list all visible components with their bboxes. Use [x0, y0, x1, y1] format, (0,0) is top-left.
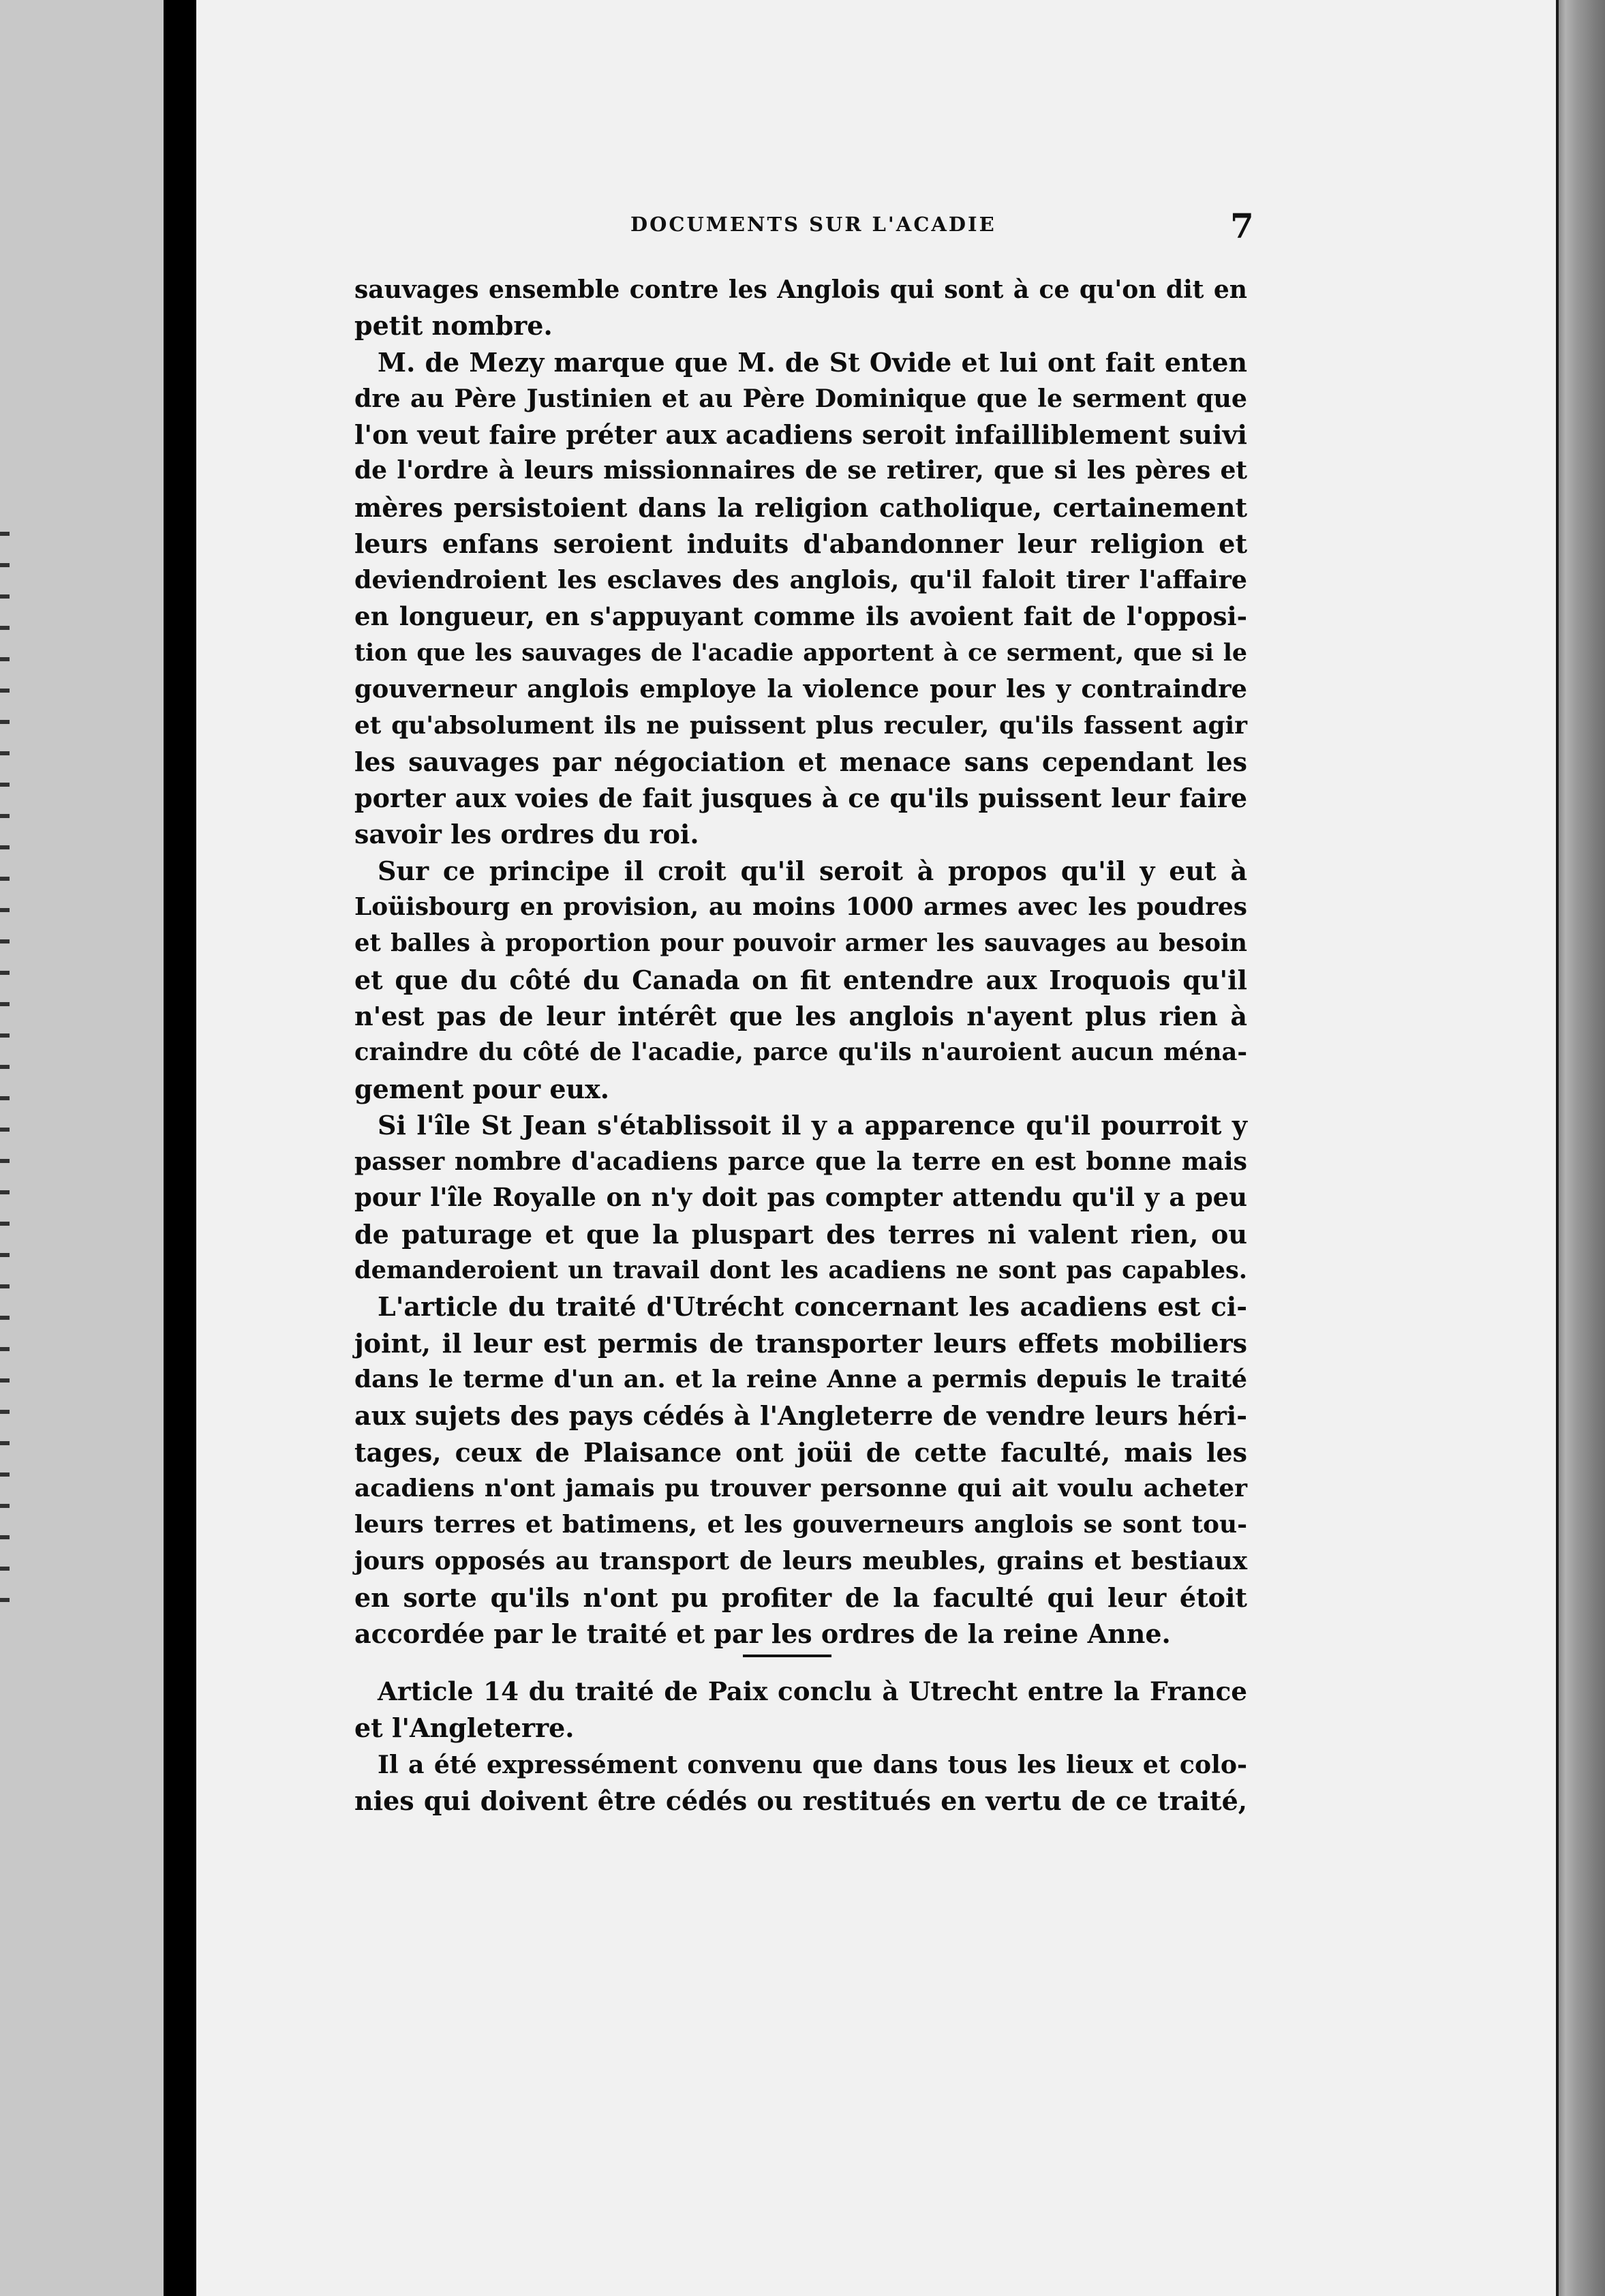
- text-line: leurs terres et batimens, et les gouverneurs anglois se sont tou-: [354, 1510, 1247, 1539]
- text-line: et que du côté du Canada on fit entendre aux Iroquois qu'il: [354, 964, 1247, 995]
- text-line: en sorte qu'ils n'ont pu profiter de la faculté qui leur étoit: [354, 1582, 1247, 1613]
- text-line: et qu'absolument ils ne puissent plus reculer, qu'ils fassent agir: [354, 710, 1247, 740]
- page-number: 7: [1230, 206, 1254, 246]
- text-line: Loüisbourg en provision, au moins 1000 armes avec les poudres: [354, 892, 1247, 922]
- scan-left-background: [0, 0, 164, 2296]
- text-line: tion que les sauvages de l'acadie apportent à ce serment, que si le: [354, 638, 1247, 667]
- text-line: Il a été expressément convenu que dans tous les lieux et colo-: [378, 1749, 1247, 1779]
- text-line: L'article du traité d'Utrécht concernant les acadiens est ci-: [378, 1291, 1247, 1323]
- text-line: nies qui doivent être cédés ou restitués en vertu de ce traité,: [354, 1785, 1247, 1816]
- text-line: l'on veut faire préter aux acadiens seroit infailliblement suivi: [354, 419, 1247, 451]
- section-separator-rule: [743, 1655, 831, 1657]
- text-line: tages, ceux de Plaisance ont joüi de cette faculté, mais les: [354, 1436, 1247, 1468]
- text-line: deviendroient les esclaves des anglois, qu'il faloit tirer l'affaire: [354, 565, 1247, 595]
- text-line: joint, il leur est permis de transporter leurs effets mobiliers: [354, 1327, 1247, 1359]
- text-line: porter aux voies de fait jusques à ce qu'ils puissent leur faire: [354, 783, 1247, 814]
- text-line: pour l'île Royalle on n'y doit pas compter attendu qu'il y a peu: [354, 1182, 1247, 1213]
- text-line: demanderoient un travail dont les acadiens ne sont pas capables.: [354, 1256, 1247, 1285]
- text-line: accordée par le traité et par les ordres de la reine Anne.: [354, 1618, 1171, 1649]
- text-line: et balles à proportion pour pouvoir armer les sauvages au besoin: [354, 929, 1247, 958]
- scan-left-edge-marks: [0, 532, 10, 1622]
- text-line: mères persistoient dans la religion catholique, certainement: [354, 492, 1247, 523]
- text-line: en longueur, en s'appuyant comme ils avoient fait de l'opposi-: [354, 601, 1247, 631]
- text-line: les sauvages par négociation et menace sans cependant les: [354, 746, 1247, 777]
- text-line: acadiens n'ont jamais pu trouver personne qui ait voulu acheter: [354, 1473, 1247, 1502]
- text-line: Sur ce principe il croit qu'il seroit à propos qu'il y eut à: [378, 855, 1247, 886]
- text-line: dre au Père Justinien et au Père Dominique que le serment que: [354, 383, 1247, 413]
- text-line: M. de Mezy marque que M. de St Ovide et lui ont fait enten: [378, 346, 1247, 378]
- text-line: n'est pas de leur intérêt que les anglois n'ayent plus rien à: [354, 1000, 1247, 1031]
- text-line: dans le terme d'un an. et la reine Anne a permis depuis le traité: [354, 1364, 1247, 1393]
- text-line: gouverneur anglois employe la violence pour les y contraindre: [354, 674, 1247, 704]
- text-line: Article 14 du traité de Paix conclu à Utrecht entre la France: [378, 1676, 1247, 1706]
- text-line: petit nombre.: [354, 310, 553, 342]
- text-line: gement pour eux.: [354, 1073, 610, 1104]
- text-line: de paturage et que la pluspart des terres ni valent rien, ou: [354, 1218, 1247, 1250]
- text-line: passer nombre d'acadiens parce que la terre en est bonne mais: [354, 1147, 1247, 1177]
- scan-page-edge: [1556, 0, 1605, 2296]
- text-line: craindre du côté de l'acadie, parce qu'ils n'auroient aucun ména-: [354, 1038, 1247, 1067]
- body-text-section-two: [354, 1674, 1247, 1819]
- body-text-section-one: [354, 271, 1247, 1652]
- text-line: aux sujets des pays cédés à l'Angleterre de vendre leurs héri-: [354, 1400, 1247, 1432]
- text-line: Si l'île St Jean s'établissoit il y a apparence qu'il pourroit y: [378, 1109, 1247, 1141]
- text-line: savoir les ordres du roi.: [354, 819, 699, 850]
- text-line: jours opposés au transport de leurs meubles, grains et bestiaux: [354, 1546, 1247, 1576]
- text-line: et l'Angleterre.: [354, 1712, 575, 1744]
- scan-binding-bar: [164, 0, 196, 2296]
- running-header: DOCUMENTS SUR L'ACADIE: [630, 213, 996, 236]
- text-line: de l'ordre à leurs missionnaires de se retirer, que si les pères et: [354, 456, 1247, 485]
- text-line: leurs enfans seroient induits d'abandonner leur religion et: [354, 528, 1247, 560]
- text-line: sauvages ensemble contre les Anglois qui sont à ce qu'on dit en: [354, 275, 1247, 304]
